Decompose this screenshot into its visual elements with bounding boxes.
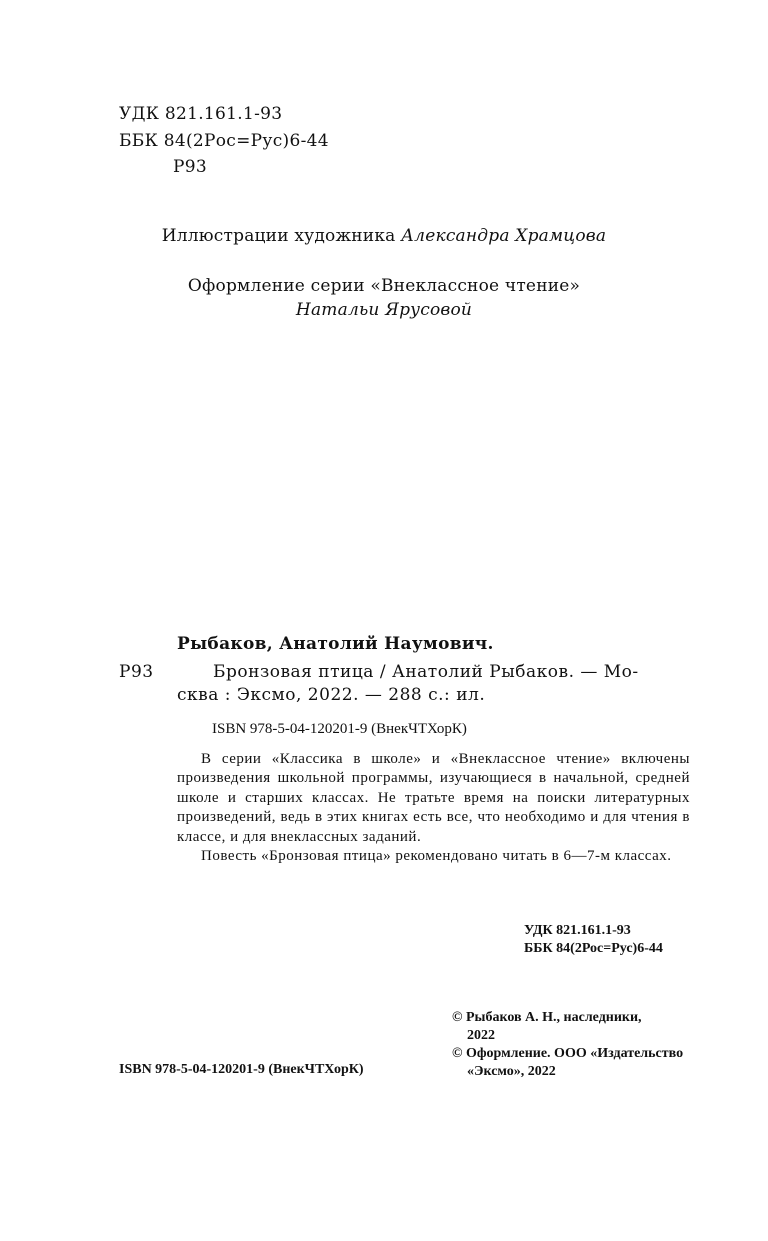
annotation-paragraph-1: В серии «Классика в школе» и «Внеклассное чтение» включены произведения школьной программы, изучающиеся в начальной, средней школе и старших классах. Не тратьте время на поиски литературных произведений, ведь в этих книгах есть все, что необходимо и для чтения в классе, и для внеклассных заданий.	[177, 751, 690, 845]
bottom-isbn: ISBN 978-5-04-120201-9 (ВнекЧТХорК)	[119, 1062, 364, 1077]
title-line-1: Бронзовая птица / Анатолий Рыбаков. — Мо-	[213, 662, 639, 682]
illustrations-credit	[0, 226, 768, 246]
author-heading: Рыбаков, Анатолий Наумович.	[177, 634, 494, 654]
footer-udk-code: УДК 821.161.1-93	[524, 923, 631, 938]
illustrations-prefix: Иллюстрации художника	[161, 226, 396, 246]
series-design-credit: Оформление серии «Внеклассное чтение»	[187, 276, 581, 296]
udk-code: УДК 821.161.1-93	[119, 104, 283, 124]
annotation	[177, 750, 690, 866]
bib-author-mark: Р93	[119, 662, 154, 682]
series-designer-name: Натальи Ярусовой	[295, 300, 473, 320]
copyright-author-year: 2022	[467, 1028, 495, 1043]
title-line-2: сква : Эксмо, 2022. — 288 с.: ил.	[177, 685, 486, 705]
isbn-record: ISBN 978-5-04-120201-9 (ВнекЧТХорК)	[212, 721, 467, 737]
footer-bbk-code: ББК 84(2Рос=Рус)6-44	[524, 941, 663, 956]
bbk-code: ББК 84(2Рос=Рус)6-44	[119, 131, 329, 151]
copyright-design-year: «Эксмо», 2022	[467, 1064, 556, 1079]
copyright-design: © Оформление. ООО «Издательство	[452, 1046, 684, 1061]
annotation-paragraph-2: Повесть «Бронзовая птица» рекомендовано читать в 6—7-м классах.	[201, 848, 672, 865]
copyright-block	[452, 1009, 683, 1081]
author-mark: Р93	[173, 157, 207, 177]
illustrator-name: Александра Храмцова	[401, 226, 607, 246]
copyright-author: © Рыбаков А. Н., наследники,	[452, 1010, 642, 1025]
